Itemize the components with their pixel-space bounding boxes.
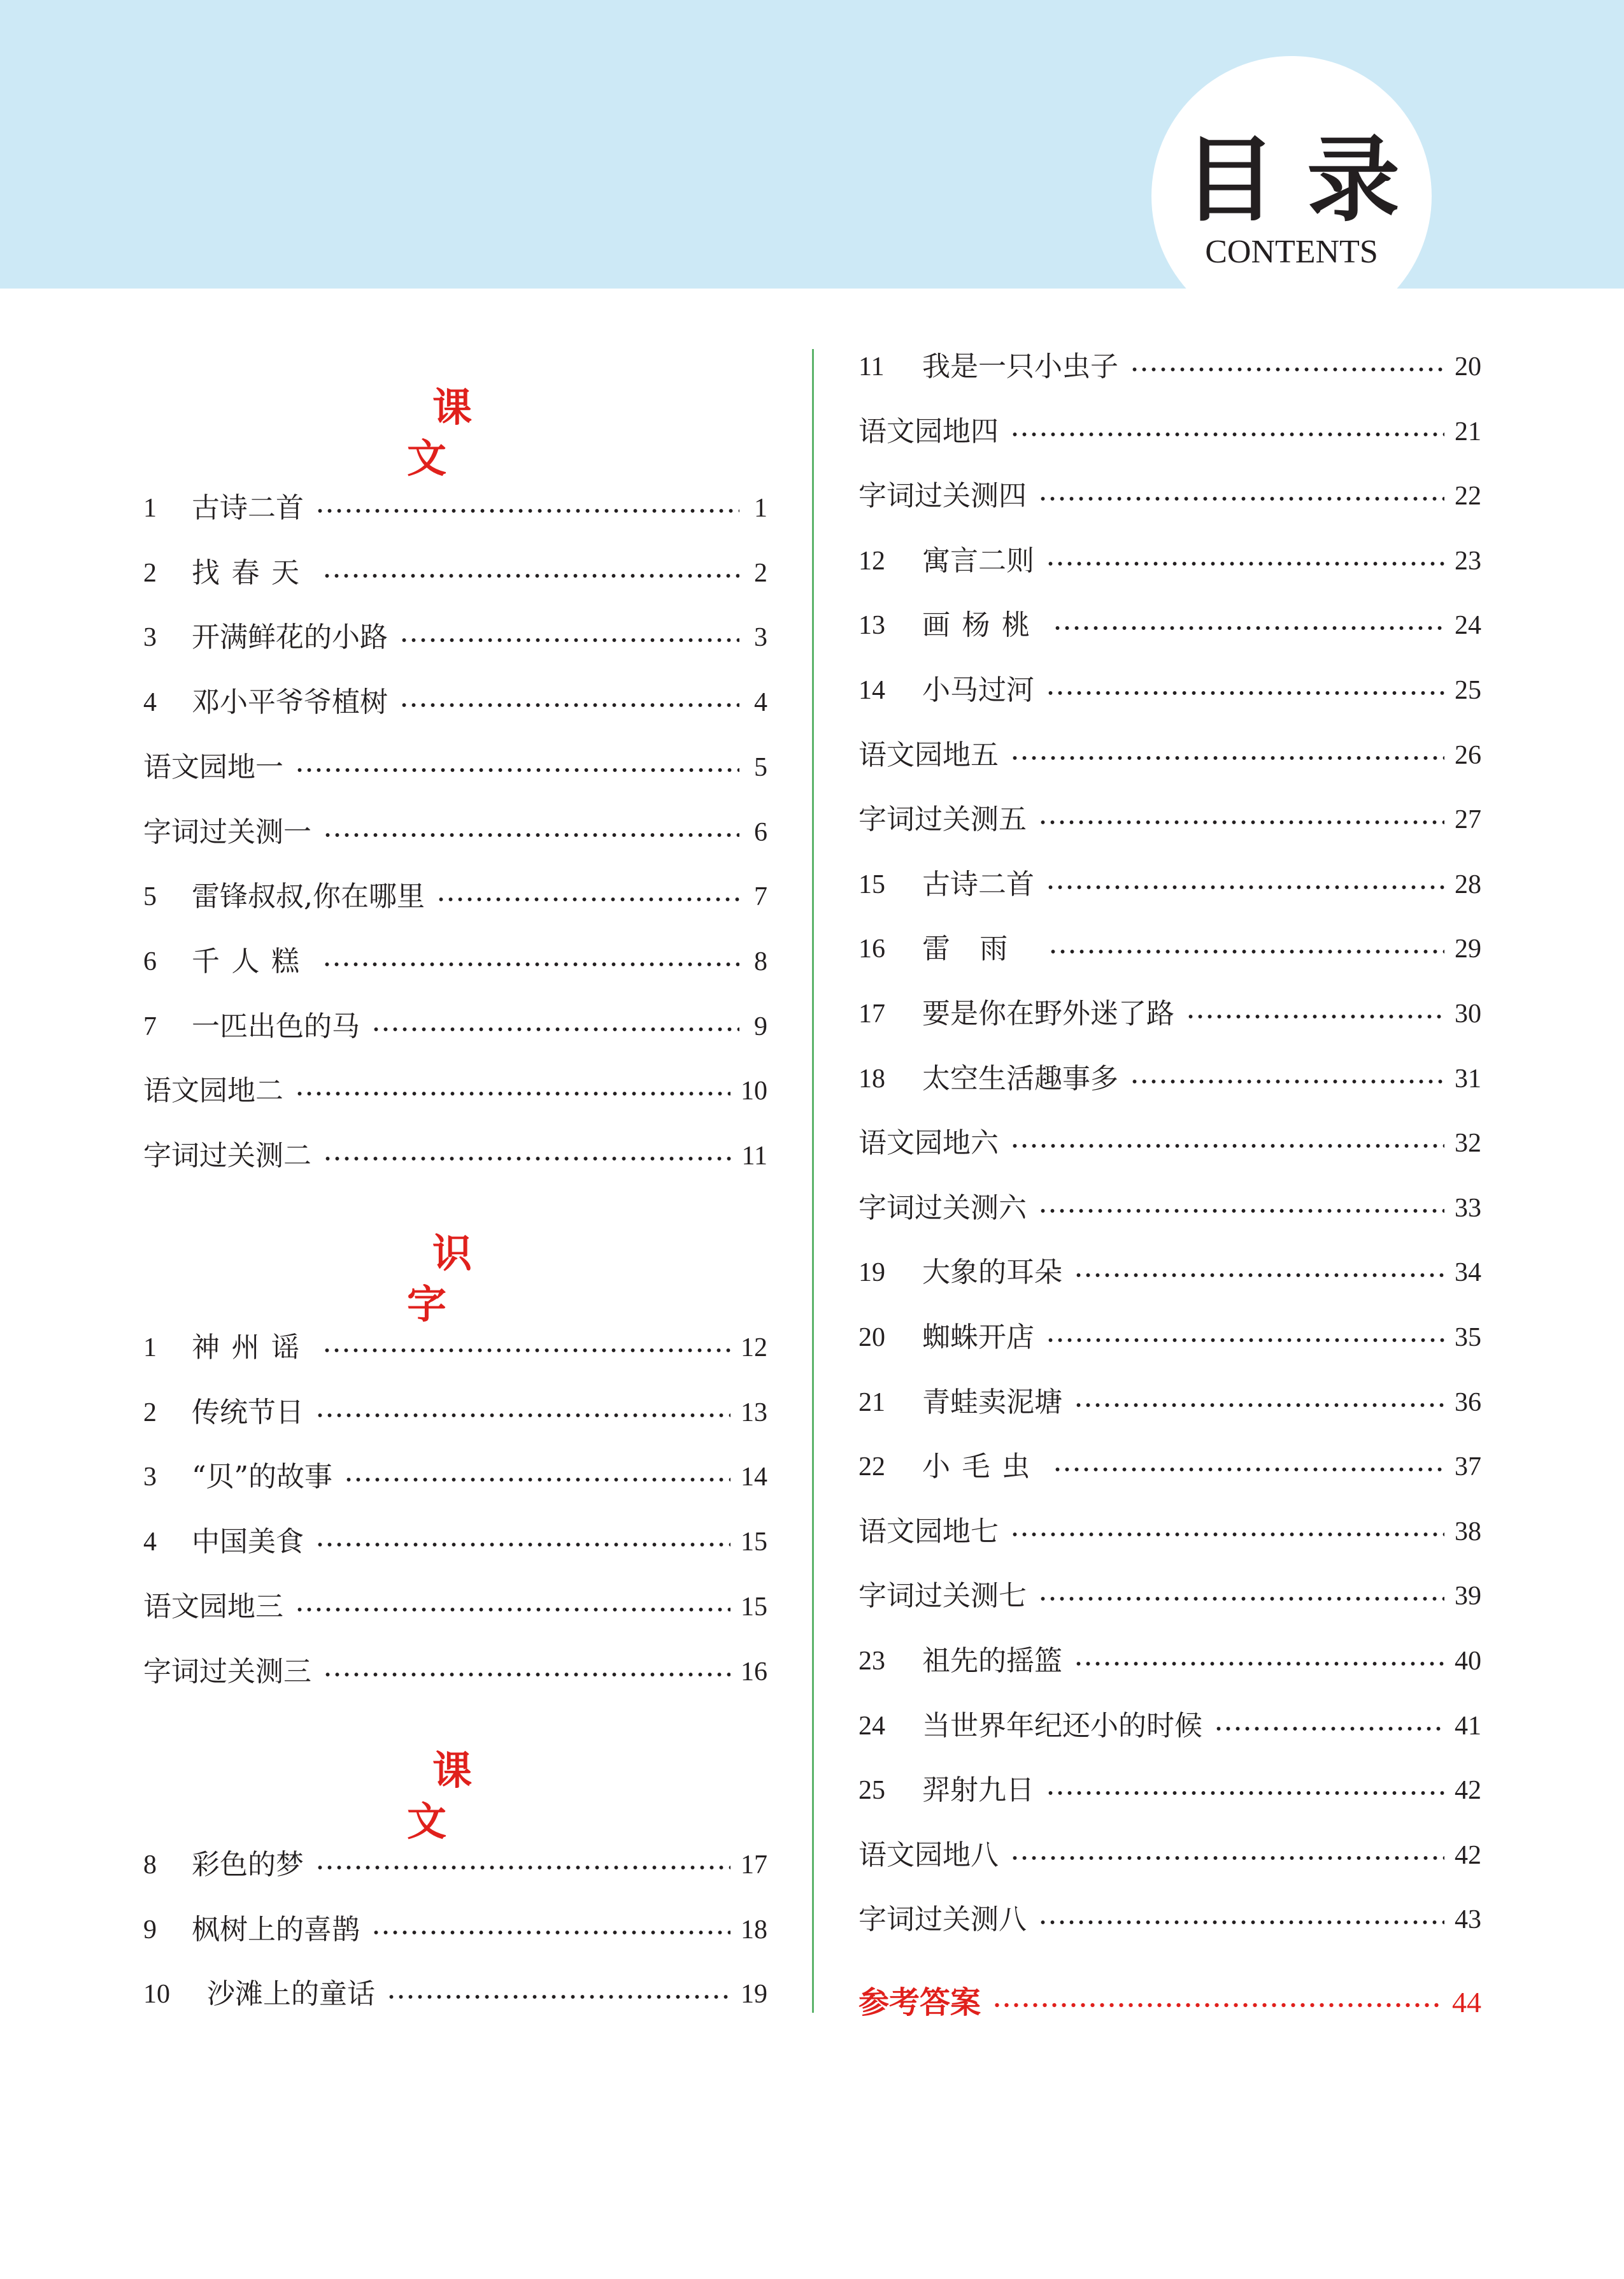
leader-dots	[1048, 948, 1444, 955]
leader-dots	[295, 1606, 730, 1613]
toc-entry[interactable]	[858, 866, 1481, 904]
toc-entry-title: 语文园地五	[858, 738, 999, 771]
leader-dots	[315, 1864, 730, 1871]
toc-entry-title: 字词过关测四	[858, 480, 1027, 513]
toc-entry-title: 参考答案	[858, 1985, 981, 2020]
toc-entry-title: 字词过关测六	[858, 1191, 1027, 1224]
toc-entry-title: 传统节日	[192, 1396, 304, 1429]
toc-entry[interactable]	[143, 1329, 767, 1367]
toc-entry-page: 30	[1455, 999, 1481, 1029]
leader-dots	[1186, 1013, 1444, 1020]
toc-entry-page: 15	[741, 1592, 767, 1622]
toc-entry-number: 16	[858, 934, 885, 964]
leader-dots	[322, 1347, 730, 1354]
toc-entry[interactable]	[143, 1394, 767, 1432]
toc-entry-title: 开满鲜花的小路	[192, 621, 388, 654]
toc-entry-number: 1	[143, 1333, 157, 1362]
toc-entry[interactable]	[143, 943, 767, 981]
leader-dots	[1038, 495, 1444, 503]
section-heading-shizi: 识字	[406, 1230, 523, 1327]
toc-entry-page: 44	[1452, 1986, 1481, 2018]
toc-entry[interactable]	[143, 1072, 767, 1110]
toc-entry-answers[interactable]	[858, 1983, 1481, 2022]
leader-dots	[295, 766, 739, 774]
toc-entry-number: 4	[143, 688, 157, 718]
toc-entry[interactable]	[858, 1642, 1481, 1680]
toc-entry-number: 13	[858, 611, 885, 641]
toc-entry-page: 12	[741, 1333, 767, 1362]
toc-entry[interactable]	[858, 1124, 1481, 1162]
toc-entry-page: 5	[754, 752, 767, 782]
leader-dots	[295, 1090, 730, 1097]
toc-entry[interactable]	[143, 878, 767, 916]
leader-dots	[992, 2001, 1442, 2009]
toc-entry-page: 36	[1455, 1387, 1481, 1417]
toc-entry-page: 21	[1455, 417, 1481, 447]
toc-entry[interactable]	[143, 554, 767, 592]
leader-dots	[315, 1411, 730, 1419]
toc-entry-title: 字词过关测五	[858, 803, 1027, 836]
toc-entry[interactable]	[858, 671, 1481, 710]
toc-entry-page: 9	[754, 1011, 767, 1041]
toc-entry-page: 40	[1455, 1647, 1481, 1676]
toc-entry[interactable]	[858, 1060, 1481, 1098]
toc-entry-number: 15	[858, 869, 885, 899]
toc-entry-page: 34	[1455, 1258, 1481, 1288]
toc-entry-number: 21	[858, 1387, 885, 1417]
toc-entry[interactable]	[858, 801, 1481, 839]
leader-dots	[1010, 1531, 1444, 1538]
toc-entry-title: 枫树上的喜鹊	[192, 1913, 360, 1946]
toc-entry-title: 字词过关测八	[858, 1903, 1027, 1936]
toc-entry[interactable]	[858, 606, 1481, 645]
leader-dots	[371, 1929, 730, 1936]
toc-entry[interactable]	[858, 1513, 1481, 1551]
leader-dots	[1046, 1789, 1444, 1797]
toc-entry-title: 邓小平爷爷植树	[192, 686, 388, 719]
page-title	[1183, 126, 1400, 234]
toc-entry-page: 17	[741, 1850, 767, 1880]
toc-entry-page: 37	[1455, 1452, 1481, 1482]
toc-entry-number: 20	[858, 1323, 885, 1352]
toc-entry-title: 中国美食	[192, 1525, 304, 1559]
toc-entry-title: 蜘蛛开店	[922, 1321, 1034, 1354]
toc-entry[interactable]	[858, 348, 1481, 386]
toc-entry-number: 22	[858, 1452, 885, 1482]
leader-dots	[1074, 1401, 1444, 1409]
toc-entry-page: 29	[1455, 934, 1481, 964]
leader-dots	[371, 1025, 739, 1033]
leader-dots	[1130, 366, 1444, 373]
toc-entry-number: 3	[143, 1462, 157, 1492]
leader-dots	[1074, 1271, 1444, 1279]
toc-entry-page: 11	[741, 1141, 767, 1171]
leader-dots	[323, 831, 739, 839]
toc-entry-title: 画杨桃	[922, 609, 1042, 642]
toc-entry-title: 语文园地三	[143, 1590, 283, 1623]
toc-entry-page: 25	[1455, 676, 1481, 705]
toc-entry[interactable]	[143, 1008, 767, 1046]
leader-dots	[1010, 1854, 1444, 1862]
toc-entry-title: 祖先的摇篮	[922, 1645, 1062, 1677]
toc-entry-page: 38	[1455, 1517, 1481, 1547]
leader-dots	[387, 1993, 730, 2001]
toc-entry[interactable]	[143, 1588, 767, 1626]
toc-entry-title: 字词过关测七	[858, 1580, 1027, 1613]
leader-dots	[315, 507, 739, 515]
leader-dots	[1038, 818, 1444, 826]
toc-entry-number: 17	[858, 999, 885, 1029]
toc-entry[interactable]	[858, 413, 1481, 451]
leader-dots	[1038, 1207, 1444, 1215]
toc-entry[interactable]	[143, 1911, 767, 1949]
toc-entry[interactable]	[143, 1137, 767, 1175]
toc-entry-page: 6	[754, 817, 767, 847]
toc-entry-number: 23	[858, 1647, 885, 1676]
toc-entry-number: 25	[858, 1776, 885, 1806]
toc-entry-title: 找春天	[192, 556, 311, 589]
toc-entry-title: 当世界年纪还小的时候	[922, 1709, 1202, 1742]
leader-dots	[1046, 1336, 1444, 1344]
toc-entry-number: 18	[858, 1064, 885, 1094]
toc-entry-title: 语文园地八	[858, 1838, 999, 1871]
toc-entry[interactable]	[858, 1254, 1481, 1292]
toc-entry[interactable]	[143, 683, 767, 722]
toc-entry-title: 青蛙卖泥塘	[922, 1385, 1062, 1418]
toc-entry-number: 24	[858, 1711, 885, 1741]
leader-dots	[1074, 1660, 1444, 1668]
leader-dots	[1038, 1918, 1444, 1926]
toc-entry-number: 19	[858, 1258, 885, 1288]
toc-entry[interactable]	[858, 1771, 1481, 1810]
toc-entry-page: 1	[754, 494, 767, 523]
toc-entry[interactable]	[143, 489, 767, 527]
toc-entry-number: 2	[143, 558, 157, 588]
toc-entry-page: 23	[1455, 546, 1481, 576]
toc-entry-page: 14	[741, 1462, 767, 1492]
leader-dots	[1046, 560, 1444, 568]
toc-entry-page: 16	[741, 1657, 767, 1687]
leader-dots	[323, 1671, 730, 1678]
toc-entry-title: 雷雨	[922, 932, 1037, 966]
leader-dots	[399, 636, 739, 644]
toc-entry-page: 20	[1455, 352, 1481, 382]
toc-entry-number: 2	[143, 1397, 157, 1427]
toc-entry[interactable]	[858, 1707, 1481, 1745]
toc-entry-number: 7	[143, 1011, 157, 1041]
toc-entry[interactable]	[858, 995, 1481, 1033]
toc-entry[interactable]	[858, 1318, 1481, 1357]
toc-entry[interactable]	[143, 748, 767, 787]
toc-entry-title: 字词过关测三	[143, 1655, 311, 1688]
toc-entry[interactable]	[858, 542, 1481, 580]
toc-entry-title: 字词过关测一	[143, 815, 311, 848]
toc-entry-title: 字词过关测二	[143, 1140, 311, 1172]
toc-entry-title: 古诗二首	[922, 868, 1034, 901]
page-title-char-2: 录	[1307, 126, 1400, 234]
toc-entry-number: 9	[143, 1915, 157, 1945]
toc-entry[interactable]	[858, 736, 1481, 775]
toc-entry-page: 10	[741, 1076, 767, 1106]
toc-entry-number: 14	[858, 676, 885, 705]
leader-dots	[323, 1155, 732, 1162]
toc-entry-title: 羿射九日	[922, 1774, 1034, 1807]
leader-dots	[1053, 1466, 1444, 1473]
toc-entry-title: 一匹出色的马	[192, 1010, 360, 1043]
leader-dots	[315, 1541, 730, 1548]
toc-entry-title: 语文园地二	[143, 1075, 283, 1108]
leader-dots	[1214, 1725, 1444, 1732]
toc-entry-page: 35	[1455, 1323, 1481, 1352]
leader-dots	[1046, 883, 1444, 891]
toc-entry[interactable]	[858, 477, 1481, 515]
toc-entry[interactable]	[143, 1846, 767, 1884]
toc-entry[interactable]	[143, 1975, 767, 2013]
toc-entry[interactable]	[143, 813, 767, 852]
toc-entry-page: 18	[741, 1915, 767, 1945]
toc-entry-page: 2	[754, 558, 767, 588]
leader-dots	[1010, 431, 1444, 438]
toc-entry-number: 4	[143, 1527, 157, 1557]
leader-dots	[1010, 754, 1444, 762]
toc-entry[interactable]	[858, 1577, 1481, 1615]
toc-entry-title: 语文园地六	[858, 1127, 999, 1160]
toc-entry-page: 39	[1455, 1582, 1481, 1611]
toc-entry-title: 彩色的梦	[192, 1848, 304, 1881]
toc-entry-page: 28	[1455, 869, 1481, 899]
leader-dots	[322, 961, 739, 968]
toc-entry-page: 26	[1455, 740, 1481, 770]
section-heading-kewen-2: 课文	[406, 1747, 523, 1845]
toc-entry-page: 43	[1455, 1905, 1481, 1935]
toc-entry-page: 15	[741, 1527, 767, 1557]
toc-entry-title: 寓言二则	[922, 544, 1034, 577]
toc-entry-number: 3	[143, 623, 157, 653]
toc-entry[interactable]	[858, 1189, 1481, 1227]
leader-dots	[1046, 689, 1444, 697]
toc-entry[interactable]	[143, 1653, 767, 1691]
toc-entry[interactable]	[858, 930, 1481, 968]
toc-entry-page: 42	[1455, 1776, 1481, 1806]
toc-entry-page: 22	[1455, 482, 1481, 511]
toc-entry-title: 雷锋叔叔,你在哪里	[192, 880, 425, 913]
leader-dots	[399, 701, 739, 709]
toc-entry[interactable]	[143, 1458, 767, 1496]
leader-dots	[1053, 624, 1444, 632]
toc-entry-title: 要是你在野外迷了路	[922, 997, 1174, 1030]
toc-entry-page: 27	[1455, 805, 1481, 835]
toc-entry[interactable]	[858, 1901, 1481, 1939]
toc-entry-title: 语文园地四	[858, 415, 999, 448]
toc-entry[interactable]	[143, 618, 767, 657]
leader-dots	[1010, 1142, 1444, 1150]
toc-entry-page: 3	[754, 623, 767, 653]
leader-dots	[1038, 1595, 1444, 1603]
toc-entry-title: 大象的耳朵	[922, 1256, 1062, 1289]
toc-entry[interactable]	[143, 1523, 767, 1561]
page-title-english: CONTENTS	[1205, 234, 1378, 270]
leader-dots	[344, 1476, 730, 1483]
toc-entry-title: 语文园地七	[858, 1515, 999, 1548]
toc-entry-title: 千人糕	[192, 945, 311, 978]
toc-entry-title: 太空生活趣事多	[922, 1062, 1118, 1095]
leader-dots	[1130, 1078, 1444, 1085]
toc-entry-page: 8	[754, 947, 767, 976]
page-title-char-1: 目	[1183, 126, 1276, 234]
toc-entry[interactable]	[858, 1383, 1481, 1422]
toc-entry-title: 沙滩上的童话	[207, 1978, 375, 2011]
toc-entry-page: 41	[1455, 1711, 1481, 1741]
toc-entry-number: 10	[143, 1980, 170, 2010]
toc-entry-number: 8	[143, 1850, 157, 1880]
toc-entry-title: 我是一只小虫子	[922, 350, 1118, 383]
toc-entry-page: 24	[1455, 611, 1481, 641]
column-divider	[812, 349, 814, 2013]
toc-entry-number: 1	[143, 494, 157, 523]
leader-dots	[436, 896, 739, 903]
toc-entry[interactable]	[858, 1836, 1481, 1875]
toc-entry-page: 7	[754, 882, 767, 912]
toc-entry-page: 19	[741, 1980, 767, 2010]
toc-entry-page: 33	[1455, 1193, 1481, 1223]
toc-entry-title: 语文园地一	[143, 750, 283, 783]
toc-entry-number: 5	[143, 882, 157, 912]
toc-entry-number: 6	[143, 947, 157, 976]
toc-entry-number: 11	[858, 352, 885, 382]
toc-entry-page: 13	[741, 1397, 767, 1427]
toc-entry-title: 神州谣	[192, 1331, 311, 1364]
toc-entry-page: 42	[1455, 1840, 1481, 1870]
toc-entry-title: 古诗二首	[192, 492, 304, 524]
toc-entry-title: 小毛虫	[922, 1450, 1042, 1483]
toc-entry-page: 4	[754, 688, 767, 718]
toc-entry-number: 12	[858, 546, 885, 576]
toc-entry-title: “贝”的故事	[192, 1461, 332, 1494]
toc-entry[interactable]	[858, 1448, 1481, 1486]
leader-dots	[322, 572, 739, 580]
toc-entry-page: 31	[1455, 1064, 1481, 1094]
section-heading-kewen-1: 课文	[406, 384, 523, 482]
toc-entry-page: 32	[1455, 1129, 1481, 1159]
toc-entry-title: 小马过河	[922, 674, 1034, 706]
